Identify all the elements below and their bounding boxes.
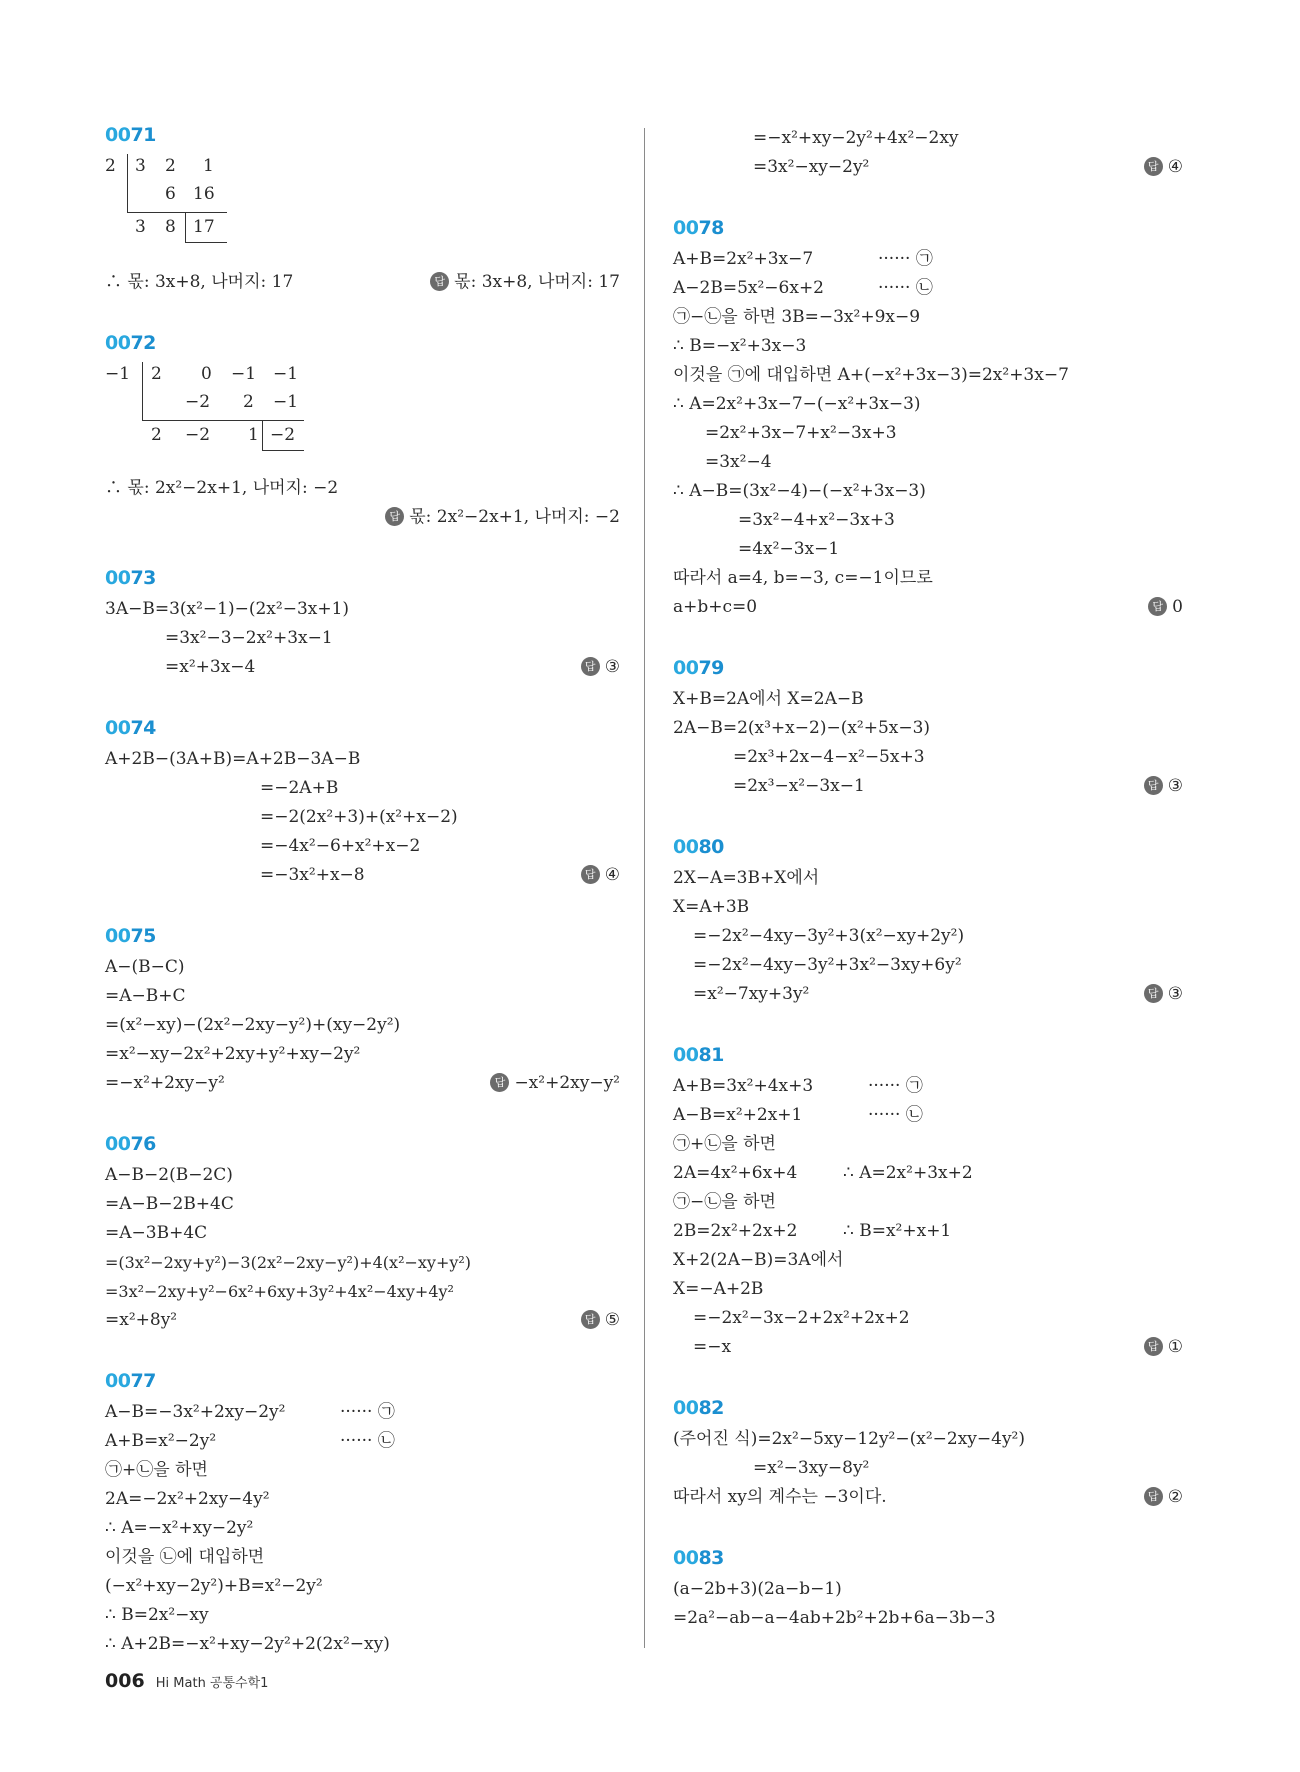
- math-line: [105, 1427, 620, 1456]
- problem-number: 0077: [105, 1370, 156, 1392]
- math-line: =−2(2x²+3)+(x²+x−2): [260, 807, 458, 827]
- synthetic-division: [105, 362, 620, 454]
- problem-0081: [673, 1038, 1183, 1362]
- answer: [1148, 593, 1183, 622]
- answer-badge-icon: 답: [581, 865, 600, 884]
- answer: [1144, 1483, 1183, 1512]
- math-line: (−x²+xy−2y²)+B=x²−2y²: [105, 1576, 323, 1596]
- quotient: 1: [248, 425, 259, 445]
- side-result: ∴ B=x²+x+1: [843, 1221, 952, 1241]
- math-line: [673, 274, 1183, 303]
- math-line: =x²−3xy−8y²: [753, 1458, 870, 1478]
- math-text: A−B=−3x²+2xy−2y²: [105, 1402, 286, 1422]
- remainder: −2: [270, 425, 296, 445]
- math-line: 2A−B=2(x³+x−2)−(x²+5x−3): [673, 718, 931, 738]
- answer-text: ③: [1167, 984, 1183, 1004]
- math-line: [673, 1072, 1183, 1101]
- math-line: ㉠+㉡을 하면: [105, 1460, 208, 1480]
- math-line: [673, 1333, 1183, 1362]
- answer-text: ③: [1167, 776, 1183, 796]
- answer-badge-icon: 답: [1148, 597, 1167, 616]
- problem-0077-continued: [673, 124, 1183, 182]
- math-line: =3x²−4+x²−3x+3: [738, 510, 895, 530]
- math-text: 2A=4x²+6x+4: [673, 1163, 798, 1183]
- divisor: 2: [105, 156, 116, 176]
- conclusion: [105, 268, 620, 297]
- math-line: 2X−A=3B+X에서: [673, 868, 820, 888]
- answer-text: ①: [1167, 1337, 1183, 1357]
- math-line: =x²−xy−2x²+2xy+y²+xy−2y²: [105, 1044, 361, 1064]
- math-text: 2B=2x²+2x+2: [673, 1221, 798, 1241]
- quotient: −2: [185, 425, 211, 445]
- math-line: A+2B−(3A+B)=A+2B−3A−B: [105, 749, 361, 769]
- problem-0075: [105, 919, 620, 1098]
- coef: 2: [165, 156, 176, 176]
- remainder-bar: [185, 212, 186, 242]
- remainder-line: [185, 242, 227, 243]
- math-line: =2x²+3x−7+x²−3x+3: [705, 423, 897, 443]
- divisor: −1: [105, 364, 131, 384]
- problem-0082: [673, 1391, 1183, 1512]
- remainder-line: [262, 450, 304, 451]
- math-line: ∴ B=2x²−xy: [105, 1605, 209, 1625]
- quotient: 8: [165, 217, 176, 237]
- problem-0077: [105, 1364, 620, 1659]
- math-line: [673, 593, 1183, 622]
- answer-text: ④: [604, 865, 620, 885]
- math-text: =−3x²+x−8: [260, 865, 365, 885]
- math-text: A+B=3x²+4x+3: [673, 1076, 814, 1096]
- answer-text: 몫: 2x²−2x+1, 나머지: −2: [409, 507, 620, 527]
- quotient: 2: [151, 425, 162, 445]
- math-line: =3x²−3−2x²+3x−1: [165, 628, 333, 648]
- math-text: A−2B=5x²−6x+2: [673, 278, 824, 298]
- division-line: [142, 420, 304, 421]
- math-line: (a−2b+3)(2a−b−1): [673, 1579, 842, 1599]
- answer: [581, 1306, 620, 1335]
- math-line: 이것을 ㉡에 대입하면: [105, 1547, 265, 1567]
- math-line: [673, 980, 1183, 1009]
- coef: −1: [231, 364, 257, 384]
- math-line: =−2x²−4xy−3y²+3(x²−xy+2y²): [693, 926, 965, 946]
- answer-badge-icon: 답: [490, 1073, 509, 1092]
- left-column: [105, 118, 620, 1688]
- math-line: 3A−B=3(x²−1)−(2x²−3x+1): [105, 599, 350, 619]
- math-line: [105, 1069, 620, 1098]
- answer-badge-icon: 답: [581, 1310, 600, 1329]
- product: 2: [243, 392, 254, 412]
- math-text: =x²−7xy+3y²: [693, 984, 810, 1004]
- math-line: ∴ A=−x²+xy−2y²: [105, 1518, 254, 1538]
- column-divider: [644, 128, 645, 1648]
- math-line: X+2(2A−B)=3A에서: [673, 1250, 844, 1270]
- equation-tag: ······ ㉠: [340, 1402, 395, 1422]
- answer: [1144, 772, 1183, 801]
- problem-number: 0082: [673, 1397, 724, 1419]
- answer-badge-icon: 답: [430, 272, 449, 291]
- answer-text: ④: [1167, 157, 1183, 177]
- answer: [490, 1069, 620, 1098]
- math-line: =−2x²−3x−2+2x²+2x+2: [693, 1308, 910, 1328]
- math-text: =−x²+2xy−y²: [105, 1073, 225, 1093]
- problem-number: 0074: [105, 717, 156, 739]
- answer: [581, 653, 620, 682]
- page-number: 006: [105, 1670, 145, 1692]
- answer-row: [105, 503, 620, 532]
- division-bar: [127, 154, 128, 212]
- book-title: Hi Math 공통수학1: [155, 1676, 269, 1691]
- problem-0080: [673, 830, 1183, 1009]
- math-line: =−2A+B: [260, 778, 339, 798]
- math-line: A−(B−C): [105, 957, 185, 977]
- math-line: [673, 1159, 1183, 1188]
- answer: [1144, 1333, 1183, 1362]
- math-line: ∴ A=2x²+3x−7−(−x²+3x−3): [673, 394, 921, 414]
- coef: 2: [151, 364, 162, 384]
- math-line: =A−B−2B+4C: [105, 1194, 234, 1214]
- answer: [1144, 153, 1183, 182]
- product: 16: [193, 184, 215, 204]
- math-text: =x²+3x−4: [165, 657, 256, 677]
- answer: [1144, 980, 1183, 1009]
- math-line: ㉠−㉡을 하면 3B=−3x²+9x−9: [673, 307, 921, 327]
- answer-text: 0: [1172, 597, 1183, 617]
- math-line: =2x³+2x−4−x²−5x+3: [733, 747, 925, 767]
- conclusion: ∴ 몫: 2x²−2x+1, 나머지: −2: [105, 478, 339, 498]
- synthetic-division: [105, 154, 620, 246]
- math-line: X+B=2A에서 X=2A−B: [673, 689, 864, 709]
- math-line: [105, 653, 620, 682]
- problem-number: 0083: [673, 1547, 724, 1569]
- equation-tag: ······ ㉡: [878, 278, 933, 298]
- answer-text: −x²+2xy−y²: [514, 1073, 620, 1093]
- math-text: A+B=2x²+3x−7: [673, 249, 814, 269]
- problem-number: 0079: [673, 657, 724, 679]
- answer-badge-icon: 답: [1144, 984, 1163, 1003]
- answer: [385, 503, 620, 532]
- equation-tag: ······ ㉠: [868, 1076, 923, 1096]
- problem-number: 0075: [105, 925, 156, 947]
- side-result: ∴ A=2x²+3x+2: [843, 1163, 973, 1183]
- answer-text: 몫: 3x+8, 나머지: 17: [454, 272, 620, 292]
- math-line: [105, 1398, 620, 1427]
- answer-badge-icon: 답: [1144, 776, 1163, 795]
- problem-0072: [105, 326, 620, 532]
- math-line: [673, 1101, 1183, 1130]
- division-line: [127, 212, 227, 213]
- math-line: =−2x²−4xy−3y²+3x²−3xy+6y²: [693, 955, 962, 975]
- division-bar: [142, 362, 143, 420]
- math-line: =4x²−3x−1: [738, 539, 840, 559]
- problem-0076: [105, 1127, 620, 1335]
- problem-0074: [105, 711, 620, 890]
- math-line: =(3x²−2xy+y²)−3(2x²−2xy−y²)+4(x²−xy+y²): [105, 1253, 472, 1272]
- answer: [581, 861, 620, 890]
- math-line: [673, 1217, 1183, 1246]
- math-line: =A−B+C: [105, 986, 186, 1006]
- problem-number: 0073: [105, 567, 156, 589]
- problem-number: 0072: [105, 332, 156, 354]
- math-line: =3x²−4: [705, 452, 772, 472]
- math-line: 따라서 a=4, b=−3, c=−1이므로: [673, 568, 933, 588]
- math-text: 따라서 xy의 계수는 −3이다.: [673, 1487, 887, 1507]
- answer-badge-icon: 답: [385, 507, 404, 526]
- answer-badge-icon: 답: [1144, 1337, 1163, 1356]
- math-line: [105, 1306, 620, 1335]
- problem-0079: [673, 651, 1183, 801]
- math-text: =3x²−xy−2y²: [753, 157, 870, 177]
- math-line: =3x²−2xy+y²−6x²+6xy+3y²+4x²−4xy+4y²: [105, 1282, 454, 1301]
- math-line: ㉠+㉡을 하면: [673, 1134, 776, 1154]
- page-footer: [105, 1670, 268, 1692]
- answer-text: ⑤: [604, 1310, 620, 1330]
- problem-number: 0081: [673, 1044, 724, 1066]
- problem-number: 0071: [105, 124, 156, 146]
- coef: −1: [273, 364, 299, 384]
- math-line: ∴ B=−x²+3x−3: [673, 336, 807, 356]
- math-line: (주어진 식)=2x²−5xy−12y²−(x²−2xy−4y²): [673, 1429, 1026, 1449]
- coef: 1: [203, 156, 214, 176]
- problem-number: 0078: [673, 217, 724, 239]
- equation-tag: ······ ㉡: [868, 1105, 923, 1125]
- math-text: =x²+8y²: [105, 1310, 178, 1330]
- math-line: =A−3B+4C: [105, 1223, 208, 1243]
- math-text: =−x: [693, 1337, 732, 1357]
- problem-0073: [105, 561, 620, 682]
- equation-tag: ······ ㉠: [878, 249, 933, 269]
- math-line: A−B−2(B−2C): [105, 1165, 233, 1185]
- answer: [430, 268, 620, 297]
- product: −2: [185, 392, 211, 412]
- math-line: X=−A+2B: [673, 1279, 764, 1299]
- answer-badge-icon: 답: [1144, 157, 1163, 176]
- equation-tag: ······ ㉡: [340, 1431, 395, 1451]
- quotient: 3: [135, 217, 146, 237]
- math-line: [673, 153, 1183, 182]
- answer-text: ②: [1167, 1487, 1183, 1507]
- math-line: [673, 245, 1183, 274]
- coef: 0: [201, 364, 212, 384]
- math-line: =2a²−ab−a−4ab+2b²+2b+6a−3b−3: [673, 1608, 996, 1628]
- math-line: 2A=−2x²+2xy−4y²: [105, 1489, 270, 1509]
- problem-0071: [105, 118, 620, 297]
- math-text: a+b+c=0: [673, 597, 758, 617]
- problem-number: 0076: [105, 1133, 156, 1155]
- problem-number: 0080: [673, 836, 724, 858]
- math-line: [105, 861, 620, 890]
- answer-badge-icon: 답: [1144, 1487, 1163, 1506]
- math-text: =2x³−x²−3x−1: [733, 776, 865, 796]
- problem-0078: [673, 211, 1183, 622]
- math-line: X=A+3B: [673, 897, 750, 917]
- math-line: [673, 772, 1183, 801]
- math-line: 이것을 ㉠에 대입하면 A+(−x²+3x−3)=2x²+3x−7: [673, 365, 1069, 385]
- product: −1: [273, 392, 299, 412]
- right-column: [673, 124, 1183, 1662]
- coef: 3: [135, 156, 146, 176]
- conclusion-text: ∴ 몫: 3x+8, 나머지: 17: [105, 272, 294, 292]
- product: 6: [165, 184, 176, 204]
- math-line: [673, 1483, 1183, 1512]
- math-line: =(x²−xy)−(2x²−2xy−y²)+(xy−2y²): [105, 1015, 401, 1035]
- answer-text: ③: [604, 657, 620, 677]
- answer-badge-icon: 답: [581, 657, 600, 676]
- problem-0083: [673, 1541, 1183, 1633]
- math-line: =−4x²−6+x²+x−2: [260, 836, 421, 856]
- math-line: =−x²+xy−2y²+4x²−2xy: [753, 128, 959, 148]
- math-line: ∴ A−B=(3x²−4)−(−x²+3x−3): [673, 481, 926, 501]
- math-line: ㉠−㉡을 하면: [673, 1192, 776, 1212]
- math-line: ∴ A+2B=−x²+xy−2y²+2(2x²−xy): [105, 1634, 390, 1654]
- math-text: A+B=x²−2y²: [105, 1431, 217, 1451]
- remainder: 17: [193, 217, 215, 237]
- remainder-bar: [262, 420, 263, 450]
- math-text: A−B=x²+2x+1: [673, 1105, 803, 1125]
